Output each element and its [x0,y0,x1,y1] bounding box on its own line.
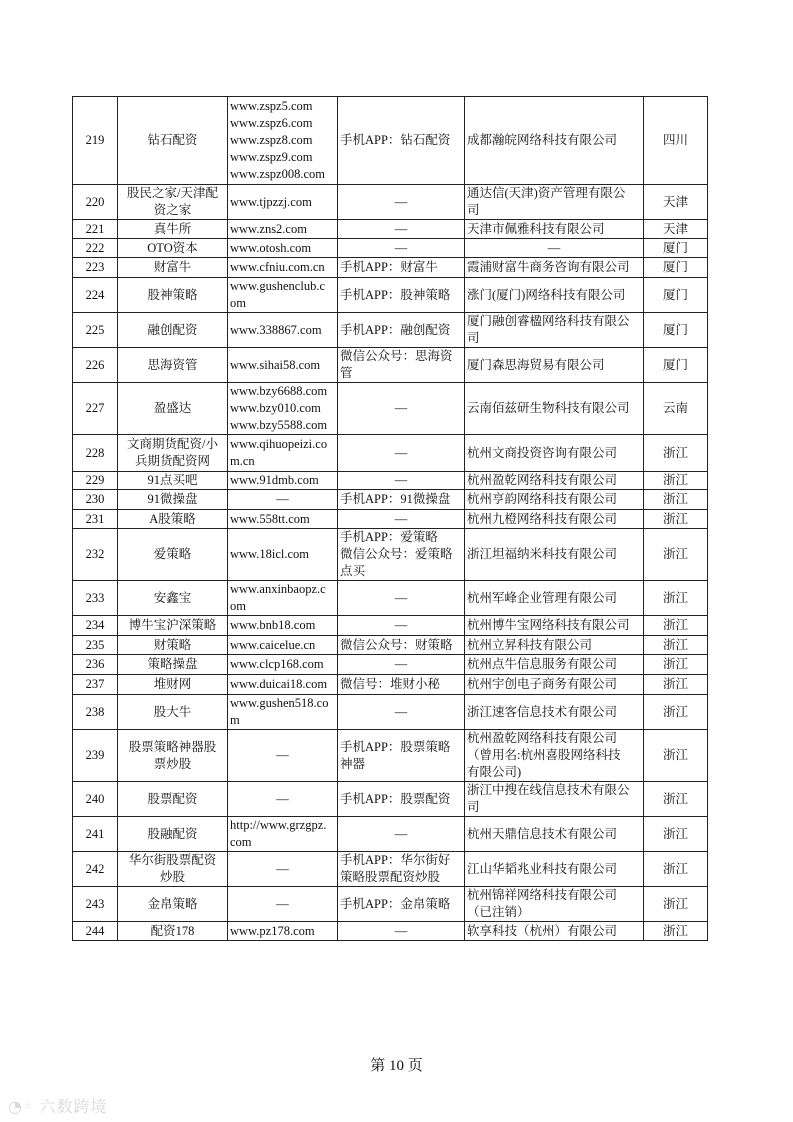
cell-app: — [338,435,465,472]
table-row [73,185,708,220]
cell-region: 浙江 [644,817,708,852]
cell-name: 股民之家/天津配 资之家 [118,185,228,220]
cell-name: 股票策略神器股 票炒股 [118,730,228,782]
cell-no: 235 [73,636,118,655]
cell-company: 杭州点牛信息服务有限公司 [465,655,644,675]
cell-region: 浙江 [644,435,708,472]
table-row [73,695,708,730]
cell-region: 浙江 [644,472,708,490]
cell-app: — [338,239,465,258]
cell-no: 225 [73,313,118,348]
cell-no: 241 [73,817,118,852]
table-row [73,220,708,239]
table-row [73,97,708,185]
table-row [73,529,708,581]
cell-url: www.otosh.com [228,239,338,258]
cell-app: — [338,695,465,730]
cell-no: 223 [73,258,118,278]
table-row [73,817,708,852]
cell-company: 杭州亨韵网络科技有限公司 [465,490,644,510]
cell-region: 浙江 [644,510,708,529]
cell-region: 四川 [644,97,708,185]
cell-url: www.caicelue.cn [228,636,338,655]
cell-app: — [338,383,465,435]
cell-region: 浙江 [644,529,708,581]
cell-url: www.tjpzzj.com [228,185,338,220]
cell-app: — [338,581,465,616]
table-row [73,655,708,675]
cell-no: 244 [73,922,118,941]
cell-url: www.sihai58.com [228,348,338,383]
cell-name: 股票配资 [118,782,228,817]
cell-region: 浙江 [644,616,708,636]
cell-app: — [338,922,465,941]
cell-no: 222 [73,239,118,258]
cell-company: 杭州博牛宝网络科技有限公司 [465,616,644,636]
cell-region: 浙江 [644,922,708,941]
platform-table [72,96,708,941]
cell-company: 成都瀚皖网络科技有限公司 [465,97,644,185]
cell-name: 财富牛 [118,258,228,278]
cell-no: 239 [73,730,118,782]
cell-app: — [338,185,465,220]
cell-name: 安鑫宝 [118,581,228,616]
cell-no: 233 [73,581,118,616]
table-row [73,383,708,435]
table-row [73,887,708,922]
table-row [73,472,708,490]
cell-app: 手机APP：华尔街好 策略股票配资炒股 [338,852,465,887]
cell-url: www.zspz5.com www.zspz6.com www.zspz8.com www.zspz9.com www.zspz008.com [228,97,338,185]
cell-company: 杭州文商投资咨询有限公司 [465,435,644,472]
cell-region: 厦门 [644,313,708,348]
cell-region: 天津 [644,185,708,220]
cell-region: 浙江 [644,655,708,675]
cell-no: 232 [73,529,118,581]
cell-name: 股融配资 [118,817,228,852]
cell-region: 浙江 [644,675,708,695]
table-row [73,782,708,817]
cell-no: 224 [73,278,118,313]
table-row [73,258,708,278]
table-row [73,616,708,636]
cell-app: 微信公众号：思海资 管 [338,348,465,383]
cell-url: — [228,730,338,782]
cell-name: 股神策略 [118,278,228,313]
cell-region: 浙江 [644,730,708,782]
cell-url: www.qihuopeizi.co m.cn [228,435,338,472]
table-row [73,922,708,941]
cell-name: 股大牛 [118,695,228,730]
cell-region: 浙江 [644,581,708,616]
cell-region: 天津 [644,220,708,239]
table-row [73,852,708,887]
cell-name: 91点买吧 [118,472,228,490]
cell-url: www.bzy6688.com www.bzy010.com www.bzy5588.com [228,383,338,435]
cell-app: — [338,655,465,675]
cell-app: 手机APP：融创配资 [338,313,465,348]
cell-url: www.91dmb.com [228,472,338,490]
cell-name: 金帛策略 [118,887,228,922]
cell-no: 228 [73,435,118,472]
table-row [73,675,708,695]
cell-name: 博牛宝沪深策略 [118,616,228,636]
cell-no: 227 [73,383,118,435]
cell-region: 厦门 [644,239,708,258]
cell-app: 微信号：堆财小秘 [338,675,465,695]
cell-app: 手机APP：股神策略 [338,278,465,313]
cell-url: http://www.grzgpz. com [228,817,338,852]
table-row [73,510,708,529]
cell-region: 浙江 [644,852,708,887]
cell-name: 文商期货配资/小 兵期货配资网 [118,435,228,472]
cell-url: www.clcp168.com [228,655,338,675]
table-row [73,636,708,655]
cell-name: 华尔街股票配资 炒股 [118,852,228,887]
cell-app: — [338,220,465,239]
cell-no: 240 [73,782,118,817]
cell-company: 涨门(厦门)网络科技有限公司 [465,278,644,313]
cell-name: 真牛所 [118,220,228,239]
cell-app: — [338,616,465,636]
cell-company: — [465,239,644,258]
cell-no: 236 [73,655,118,675]
cell-company: 杭州锦祥网络科技有限公司 （已注销） [465,887,644,922]
cell-name: A股策略 [118,510,228,529]
cell-company: 杭州盈乾网络科技有限公司 [465,472,644,490]
cell-app: 手机APP：股票策略 神器 [338,730,465,782]
cell-company: 云南佰兹研生物科技有限公司 [465,383,644,435]
cell-url: www.bnb18.com [228,616,338,636]
cell-app: 手机APP：91微操盘 [338,490,465,510]
cell-company: 霞浦财富牛商务咨询有限公司 [465,258,644,278]
cell-no: 237 [73,675,118,695]
cell-name: 策略操盘 [118,655,228,675]
cell-name: 配资178 [118,922,228,941]
cell-company: 软享科技（杭州）有限公司 [465,922,644,941]
cell-name: 盈盛达 [118,383,228,435]
table-row [73,313,708,348]
cell-app: 手机APP：爱策略 微信公众号：爱策略 点买 [338,529,465,581]
cell-url: www.anxinbaopz.c om [228,581,338,616]
page-number: 第 10 页 [370,1058,423,1074]
cell-url: www.duicai18.com [228,675,338,695]
cell-app: — [338,472,465,490]
cell-url: — [228,887,338,922]
cell-app: 手机APP：股票配资 [338,782,465,817]
cell-name: 融创配资 [118,313,228,348]
cell-app: 手机APP：金帛策略 [338,887,465,922]
cell-region: 浙江 [644,887,708,922]
table-row [73,348,708,383]
cell-app: 手机APP：钻石配资 [338,97,465,185]
cell-url: www.zns2.com [228,220,338,239]
cell-url: www.gushen518.co m [228,695,338,730]
cell-app: 手机APP：财富牛 [338,258,465,278]
cell-name: 钻石配资 [118,97,228,185]
cell-company: 厦门融创睿楹网络科技有限公 司 [465,313,644,348]
table-row [73,435,708,472]
cell-no: 230 [73,490,118,510]
cell-region: 浙江 [644,695,708,730]
cell-company: 浙江坦福纳米科技有限公司 [465,529,644,581]
cell-no: 234 [73,616,118,636]
cell-company: 杭州盈乾网络科技有限公司 （曾用名:杭州喜股网络科技 有限公司) [465,730,644,782]
cell-app: 微信公众号：财策略 [338,636,465,655]
cell-url: www.gushenclub.c om [228,278,338,313]
cell-url: www.18icl.com [228,529,338,581]
cell-region: 厦门 [644,258,708,278]
cell-region: 云南 [644,383,708,435]
cell-app: — [338,817,465,852]
cell-name: 思海资管 [118,348,228,383]
cell-company: 江山华韬兆业科技有限公司 [465,852,644,887]
table-row [73,278,708,313]
cell-url: www.558tt.com [228,510,338,529]
cell-region: 浙江 [644,490,708,510]
cell-region: 厦门 [644,348,708,383]
cell-region: 浙江 [644,782,708,817]
cell-company: 厦门森思海贸易有限公司 [465,348,644,383]
cell-url: www.pz178.com [228,922,338,941]
cell-company: 杭州立昇科技有限公司 [465,636,644,655]
cell-company: 杭州军峰企业管理有限公司 [465,581,644,616]
cell-name: 堆财网 [118,675,228,695]
cell-company: 杭州宇创电子商务有限公司 [465,675,644,695]
cell-no: 219 [73,97,118,185]
cell-company: 浙江速客信息技术有限公司 [465,695,644,730]
cell-name: 91微操盘 [118,490,228,510]
table-row [73,490,708,510]
cell-company: 天津市佩雅科技有限公司 [465,220,644,239]
cell-name: OTO资本 [118,239,228,258]
cell-region: 浙江 [644,636,708,655]
cell-no: 229 [73,472,118,490]
watermark-logo: ◔◦ 六数跨境 [8,1097,108,1116]
cell-company: 浙江中搜在线信息技术有限公 司 [465,782,644,817]
cell-name: 财策略 [118,636,228,655]
cell-url: — [228,852,338,887]
cell-company: 通达信(天津)资产管理有限公 司 [465,185,644,220]
cell-company: 杭州天鼎信息技术有限公司 [465,817,644,852]
cell-no: 226 [73,348,118,383]
cell-name: 爱策略 [118,529,228,581]
table-row [73,581,708,616]
table-row [73,730,708,782]
cell-region: 厦门 [644,278,708,313]
cell-no: 220 [73,185,118,220]
cell-no: 242 [73,852,118,887]
cell-no: 221 [73,220,118,239]
cell-no: 243 [73,887,118,922]
cell-url: www.338867.com [228,313,338,348]
cell-url: — [228,782,338,817]
table-row [73,239,708,258]
cell-company: 杭州九橙网络科技有限公司 [465,510,644,529]
cell-no: 238 [73,695,118,730]
cell-no: 231 [73,510,118,529]
cell-url: www.cfniu.com.cn [228,258,338,278]
cell-url: — [228,490,338,510]
cell-app: — [338,510,465,529]
